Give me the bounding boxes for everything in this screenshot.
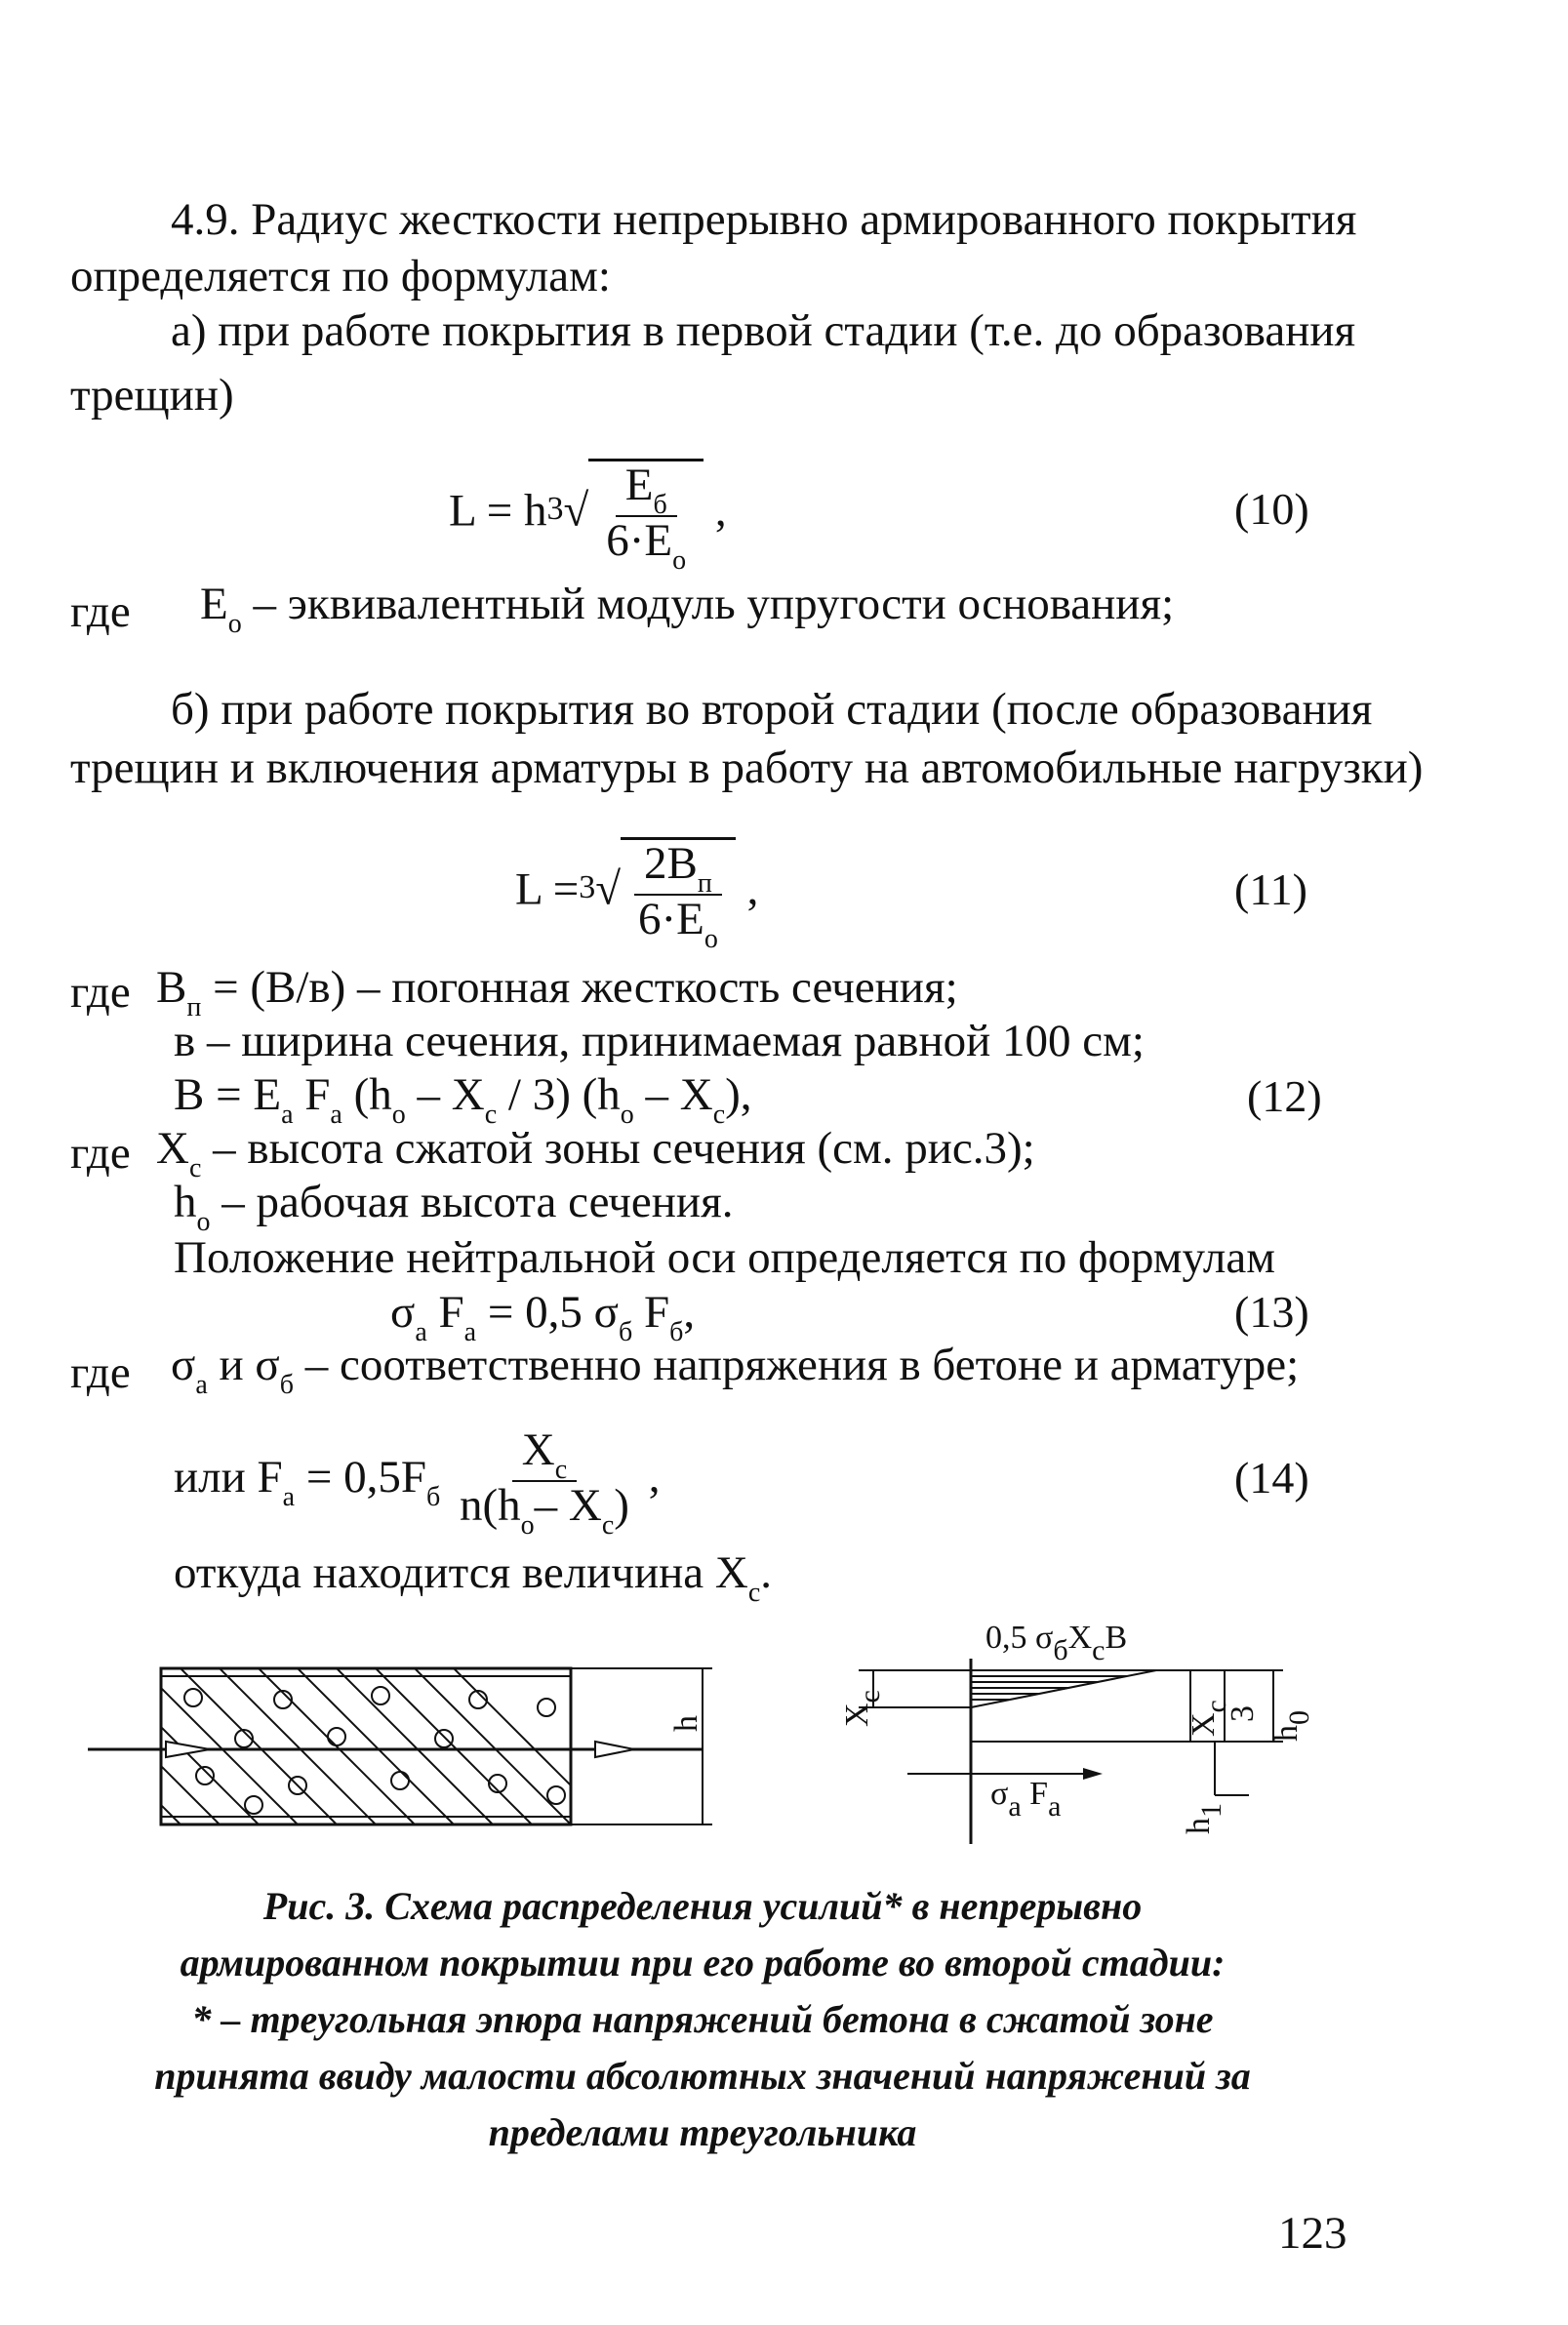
formula-13: $\sigma_a$ $F_a = 0,5$ $\sigma_б$ $F_б$,: [390, 1287, 696, 1347]
xc-left-label: Xc: [839, 1690, 886, 1727]
stress-hatch: [971, 1676, 1127, 1700]
xc-right-label: Xc: [1186, 1700, 1232, 1737]
caption-line-5: пределами треугольника: [488, 2110, 917, 2154]
outcome-text: откуда находится величина $X_c$.: [174, 1547, 772, 1608]
caption-line-1: Рис. 3. Схема распределения усилий* в непрерывно: [262, 1884, 1143, 1928]
section-line-2: определяется по формулам:: [70, 251, 611, 301]
figure-stress-diagram: [829, 1649, 1317, 1844]
case-a-line-2: трещин): [70, 370, 234, 421]
where-e0-def: $E_o$ – эквивалентный модуль упругости основания;: [200, 579, 1175, 639]
formula-10-number: (10): [1234, 484, 1309, 534]
section-line-1: 4.9. Радиус жесткости непрерывно армированного покрытия: [171, 194, 1357, 245]
top-force-label: 0,5 σбXcB: [985, 1620, 1128, 1666]
formula-14: или $F_a = 0,5F_б$ $\frac{X_c}{n(h_o- X_c)}$ ,: [174, 1424, 661, 1541]
neutral-axis-text: Положение нейтральной оси определяется по формулам: [174, 1232, 1275, 1283]
h1-label: h1: [1181, 1803, 1227, 1834]
bp-definition: $B_п = (B/в)$ – погонная жесткость сечения;: [156, 962, 958, 1022]
where-sigma-def: $\sigma_a$ и $\sigma_б$ – соответственно напряжения в бетоне и арматуре;: [171, 1340, 1300, 1400]
formula-11-number: (11): [1234, 864, 1307, 914]
caption-line-3: * – треугольная эпюра напряжений бетона в сжатой зоне: [191, 1997, 1214, 2041]
h-label: h: [668, 1715, 704, 1732]
formula-13-number: (13): [1234, 1287, 1309, 1337]
right-crack-arrow: [595, 1742, 634, 1757]
three-label: 3: [1225, 1705, 1261, 1722]
caption-line-2: армированном покрытии при его работе во второй стадии:: [180, 1941, 1226, 1984]
where-e0-gde: где: [70, 586, 131, 637]
case-b-line-1: б) при работе покрытия во второй стадии (после образования: [171, 684, 1373, 735]
defs-gde-1: где: [70, 967, 131, 1018]
formula-12-number: (12): [1247, 1071, 1322, 1121]
defs-gde-2: где: [70, 1128, 131, 1179]
width-definition: в – ширина сечения, принимаемая равной 100 см;: [174, 1016, 1145, 1066]
formula-14-number: (14): [1234, 1453, 1309, 1503]
formula-11: L =$^3$√ $\frac{2B_п}{6\cdot E_o}$ ,: [515, 838, 759, 954]
case-a-line-1: а) при работе покрытия в первой стадии (т.е. до образования: [171, 305, 1356, 356]
formula-10: $L = h^3√$ $\frac{E_б}{6\cdot E_o}$ ,: [449, 460, 727, 576]
force-arrow-head: [1083, 1768, 1103, 1780]
figure-slab-diagram: [88, 1649, 732, 1844]
h0-label: h0: [1268, 1710, 1315, 1742]
page-number: 123: [1278, 2208, 1347, 2259]
figure-caption: [59, 1878, 1347, 2161]
where-sigma-gde: где: [70, 1347, 131, 1398]
case-b-line-2: трещин и включения арматуры в работу на автомобильные нагрузки): [70, 742, 1424, 793]
caption-line-4: принята ввиду малости абсолютных значений напряжений за: [154, 2054, 1251, 2098]
force-label: σa Fa: [990, 1776, 1062, 1823]
h0-definition: $h_o$ – рабочая высота сечения.: [174, 1177, 734, 1237]
xc-definition: $X_c$ – высота сжатой зоны сечения (см. рис.3);: [156, 1123, 1035, 1183]
formula-12: $B = E_a$ $F_a$ $(h_o - X_c / 3)$ $(h_o - X_c)$,: [174, 1069, 752, 1130]
